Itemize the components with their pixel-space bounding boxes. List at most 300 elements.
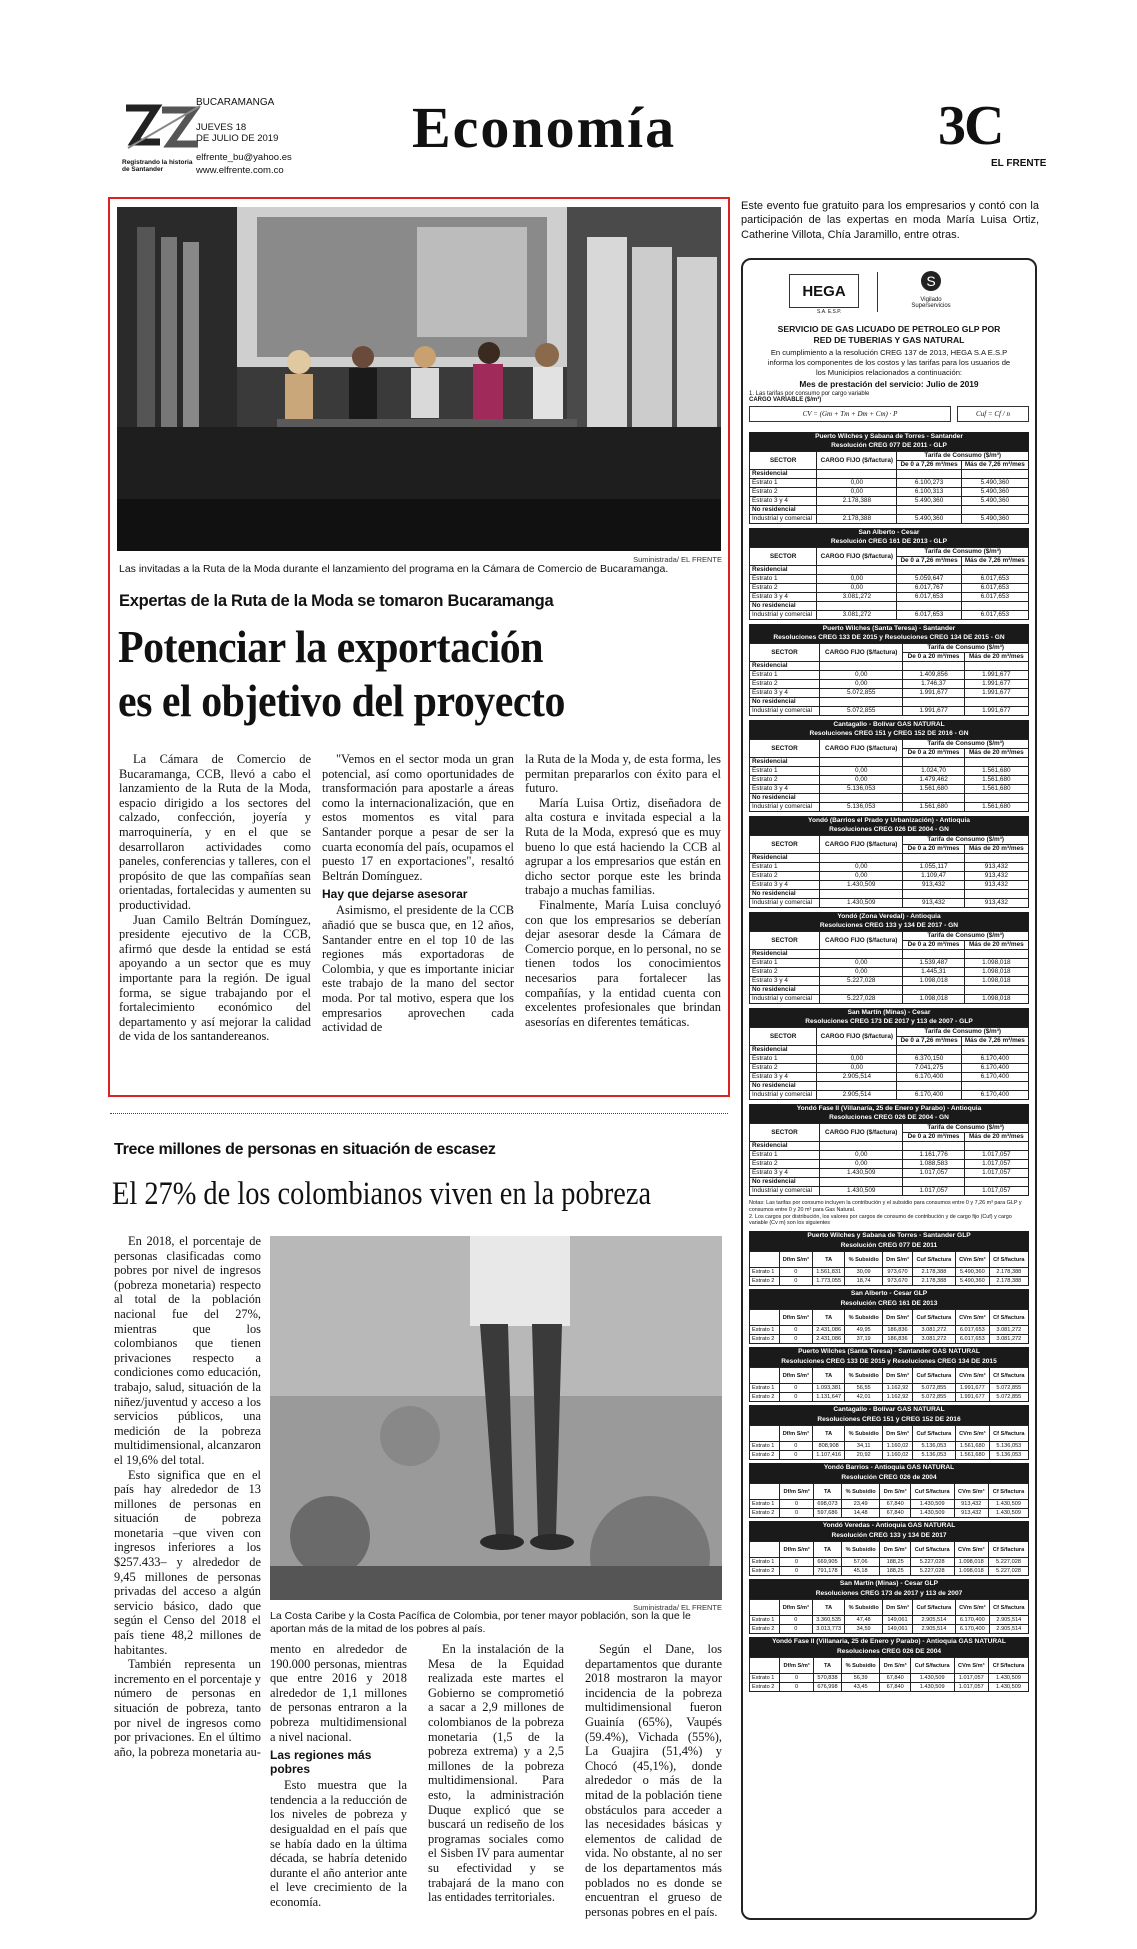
story2-paragraph: En 2018, el porcentaje de personas clasificadas como pobres por nivel de ingresos (pobreza monetaria) respecto al total de la población nacional fue del 27%, mientras que los colombianos que tienen privaciones respecto a condiciones como educación, trabajo, salud, situación de la niñez/juventud y acceso a los servicios públicos, una medición de la pobreza multidimensional, alcanzaron el 19,6% del total. [114,1234,261,1467]
tariff-sector-cell: Estrato 1 [750,479,817,488]
tariff-cell [817,602,897,611]
tariff-row [750,854,1029,863]
tariff-sector-cell: Estrato 1 [750,1151,820,1160]
tariff-header-range-2: Más de 7,26 m³/mes [961,1037,1028,1046]
tariff-cargo-cell: 0,00 [817,584,897,593]
cost-header-cuf: Cuf S/factura [910,1542,954,1558]
tariff-cargo-cell: 1.430,509 [820,881,903,890]
tariff-value-cell: 5.490,360 [961,488,1028,497]
hega-advertisement [741,258,1037,1920]
tariff-row [750,776,1029,785]
tariff-cargo-cell: 0,00 [817,479,897,488]
tariff-value-cell: 1.024,70 [903,767,964,776]
cost-header-ta: TA [813,1426,845,1442]
tariff-sector-cell: Estrato 1 [750,671,820,680]
tariff-row [750,890,1029,899]
tariff-block [749,1104,1029,1196]
hega-logo [789,274,859,308]
tariff-row [750,1151,1029,1160]
cost-row [750,1500,1029,1509]
ad-intro-line2: informa los componentes de los costos y las tarifas para los usuarios de [767,358,1011,367]
tariff-row [750,950,1029,959]
tariff-row [750,1142,1029,1151]
tariff-value-cell: 1.991,677 [964,689,1028,698]
tariff-row [750,506,1029,515]
cost-header-blank [750,1368,780,1384]
story1-paragraph: Finalmente, María Luisa concluyó con que los empresarios se deberían dejar asesorar desde la Cámara de Comercio porque, en lo personal, no se tienen todos los conocimientos necesarios para fortalecer las compañías, y la entidad cuenta con excelentes profesionales que brindan asesorías en diferentes temáticas. [525,897,721,1029]
cost-value-cell: 973,670 [883,1268,913,1277]
tariff-cargo-cell: 5.072,855 [820,707,903,716]
tariff-header-sector: SECTOR [750,932,820,950]
tariff-sector-cell: Residencial [750,470,817,479]
ad-intro-line1: En cumplimiento a la resolución CREG 137 de 2013, HEGA S.A E.S.P [770,348,1008,357]
story2-paragraph: También representa un incremento en el porcentaje y número de personas en situación de pobreza, tanto por nivel de ingresos como por privaciones. En el último año, la pobreza monetaria au- [114,1657,261,1759]
formula-box-1: CV = (Gm + Tm + Dm + Cm) · P [749,406,951,422]
tariff-sector-cell: Residencial [750,854,820,863]
cost-block-resolution: Resolución CREG 077 DE 2011 [749,1241,1029,1251]
ad-title-line2: RED DE TUBERIAS Y GAS NATURAL [813,335,965,345]
story1-paragraph: María Luisa Ortiz, diseñadora de alta costura e invitada especial a la Ruta de la Moda, expresó que es muy bueno lo que está haciendo la CCB al agrupar a los empresarios que están en dicho sector porque este les brinda trabajo a muchas familias. [525,795,721,898]
cost-value-cell: 188,25 [880,1567,910,1576]
tariff-cargo-cell: 2.905,514 [817,1091,897,1100]
tariff-cargo-cell: 0,00 [817,1055,897,1064]
tariff-sector-cell: Estrato 3 y 4 [750,881,820,890]
tariff-block [749,432,1029,524]
tariff-value-cell: 6.170,400 [961,1055,1028,1064]
cost-value-cell: 0 [780,1509,814,1518]
tariff-block-title: Puerto Wilches y Sabana de Torres - Santander [749,432,1029,442]
story2-paragraph: Esto muestra que la tendencia a la reducción de los niveles de pobreza y desigualdad en el país que se había dado en la última década, se habría detenido durante el año anterior ante el leve crecimiento de la economía. [270,1778,407,1909]
tariff-cell [964,986,1028,995]
tariff-cell [964,1142,1028,1151]
tariff-sector-cell: Estrato 2 [750,1064,817,1073]
ad-header [749,266,1029,318]
tariff-header-cargo: CARGO FIJO ($/factura) [817,1028,897,1046]
tariff-sector-cell: Estrato 3 y 4 [750,977,820,986]
story2-paragraph: Según el Dane, los departamentos que durante 2018 mostraron la mayor incidencia de la pobreza multidimensional fueron Guainía (65%), Vaupés (59.4%), Vichada (55%), La Guajira (51,4%) y Chocó (45,1%), donde alrededor o más de la mitad de la población tiene obstáculos para acceder a las necesidades básicas y elementos de calidad de vida. No obstante, al no ser de los departamentos más poblados no es donde se encuentran el grueso de personas pobres en el país. [585,1642,722,1919]
tariff-tables [749,432,1029,1196]
tariff-block [749,1008,1029,1100]
story-divider [110,1113,728,1114]
cost-value-cell: 23,49 [841,1500,880,1509]
cost-header-df: Df/m S/m³ [779,1368,813,1384]
ad-intro [749,348,1029,378]
tariff-row [750,1160,1029,1169]
tariff-table [749,643,1029,716]
story1-subheading: Hay que dejarse asesorar [322,887,468,902]
cost-block-title: Puerto Wilches y Sabana de Torres - Santander GLP [749,1231,1029,1241]
tariff-table [749,547,1029,620]
story2-kicker: Trece millones de personas en situación de escasez [114,1141,496,1158]
cost-value-cell: 1.160,02 [883,1451,913,1460]
tariff-value-cell: 6.170,400 [961,1064,1028,1073]
cost-value-cell: 913,432 [954,1509,988,1518]
tariff-cell [961,602,1028,611]
svg-text:S: S [926,273,936,289]
cost-header-dm: Dm S/m³ [883,1368,913,1384]
story1-paragraph: La Cámara de Comercio de Bucaramanga, CCB, llevó a cabo el lanzamiento de la Ruta de la Moda, espacio dirigido a los sectores del calzado, confección, joyería y marroquinería, y en el que se desarrollaron actividades como paneles, conferencias y talleres, con el propósito de que las compañías sean orientadas, fortalecidas y aumenten su productividad. [119,752,311,912]
cost-value-cell: 0 [779,1335,813,1344]
cost-header-cf: Cf S/factura [988,1542,1028,1558]
tariff-cell [903,698,964,707]
cost-value-cell: 5.136,053 [989,1451,1028,1460]
cost-value-cell: 18,74 [845,1277,883,1286]
cost-block [749,1579,1029,1634]
tariff-cell [903,1142,964,1151]
tariff-header-range-2: Más de 20 m³/mes [964,653,1028,662]
cost-header-df: Df/m S/m³ [780,1542,814,1558]
tariff-sector-cell: No residencial [750,1178,820,1187]
tariff-value-cell: 1.561,680 [964,803,1028,812]
cost-header-df: Df/m S/m³ [780,1658,814,1674]
cost-header-cv: CVm S/m³ [954,1484,988,1500]
cost-value-cell: 0 [779,1393,813,1402]
story2-paragraph: En la instalación de la Mesa de la Equidad realizada este martes el Gobierno se comprometió a sacar a 2,9 millones de colombianos de la pobreza monetaria (1,5 de la pobreza extrema) y a 2,5 millones de la pobreza multidimensional. Para esto, la administración Duque explicó que se buscará un rediseño de los programas sociales como el Sisben IV para aumentar su efectividad y se trabajará de la mano con las entidades territoriales. [428,1642,564,1905]
tariff-block-title: San Alberto - Cesar [749,528,1029,538]
cost-value-cell: 34,11 [845,1442,883,1451]
cost-header-sub: % Subsidio [845,1252,883,1268]
tariff-row [750,593,1029,602]
cost-header-sub: % Subsidio [845,1426,883,1442]
tariff-value-cell: 1.109,47 [903,872,964,881]
tariff-value-cell: 1.409,856 [903,671,964,680]
cost-header-sub: % Subsidio [841,1658,880,1674]
paper-name: EL FRENTE [991,158,1047,169]
tariff-row [750,470,1029,479]
tariff-block-resolution: Resoluciones CREG 173 DE 2017 y 113 de 2007 - GLP [749,1017,1029,1027]
tariff-row [750,575,1029,584]
tariff-sector-cell: Estrato 2 [750,1160,820,1169]
tariff-value-cell: 1.055,117 [903,863,964,872]
cost-header-df: Df/m S/m³ [779,1426,813,1442]
cost-value-cell: 1.107,416 [813,1451,845,1460]
cost-value-cell: 1.017,057 [954,1674,988,1683]
cost-value-cell: 2.905,514 [912,1616,955,1625]
tariff-value-cell: 1.098,018 [964,959,1028,968]
tariff-cargo-cell: 0,00 [820,968,903,977]
cost-header-dm: Dm S/m³ [880,1484,910,1500]
tariff-cell [817,506,897,515]
tariff-value-cell: 1.561,680 [903,803,964,812]
cost-value-cell: 1.430,509 [910,1674,954,1683]
cost-value-cell: 5.227,028 [988,1558,1028,1567]
cost-value-cell: 791,178 [814,1567,842,1576]
tariff-header-consumo: Tarifa de Consumo ($/m³) [903,836,1029,845]
tariff-header-consumo: Tarifa de Consumo ($/m³) [903,644,1029,653]
ad-title [749,324,1029,346]
cost-header-dm: Dm S/m³ [880,1658,910,1674]
cost-row [750,1674,1029,1683]
tariff-cell [903,1178,964,1187]
cost-value-cell: 1.561,680 [955,1442,989,1451]
tariff-value-cell: 1.539,487 [903,959,964,968]
tariff-cell [820,1178,903,1187]
cost-value-cell: 3.081,272 [989,1326,1028,1335]
tariff-cell [903,794,964,803]
tariff-cell [820,890,903,899]
cost-table [749,1367,1029,1402]
tariff-cargo-cell: 5.227,028 [820,977,903,986]
cost-stratum-cell: Estrato 1 [750,1268,780,1277]
cost-value-cell: 1.430,509 [988,1509,1028,1518]
story2-photo-caption: La Costa Caribe y la Costa Pacífica de Colombia, por tener mayor población, son la que le aportan más de la mitad de los pobres al país. [270,1610,691,1635]
tariff-sector-cell: Residencial [750,950,820,959]
tariff-value-cell: 1.017,057 [964,1187,1028,1196]
superservicios-icon [920,270,942,292]
tariff-cell [964,890,1028,899]
tariff-row [750,1187,1029,1196]
cost-header-sub: % Subsidio [845,1310,883,1326]
story1-photo-credit: Suministrada/ EL FRENTE [633,555,722,564]
masthead-email[interactable]: elfrente_bu@yahoo.es [196,152,292,163]
cost-value-cell: 34,59 [845,1625,883,1634]
cost-block [749,1463,1029,1518]
tariff-value-cell: 1.017,057 [964,1169,1028,1178]
tariff-cargo-cell: 0,00 [820,671,903,680]
cost-block-title: San Alberto - Cesar GLP [749,1289,1029,1299]
tariff-cell [820,662,903,671]
story2-photo [270,1236,722,1600]
tariff-header-sector: SECTOR [750,836,820,854]
tariff-block-resolution: Resoluciones CREG 026 DE 2004 - GN [749,1113,1029,1123]
masthead-city: BUCARAMANGA [196,97,275,108]
cost-stratum-cell: Estrato 2 [750,1451,780,1460]
cost-header-blank [750,1252,780,1268]
tariff-cell [897,602,961,611]
cost-value-cell: 1.561,680 [955,1451,989,1460]
tariff-sector-cell: Estrato 2 [750,776,820,785]
cost-value-cell: 0 [780,1558,814,1567]
masthead [0,0,1137,190]
tariff-header-sector: SECTOR [750,452,817,470]
logo-emblem-icon [122,98,204,154]
cost-value-cell: 2.905,514 [989,1616,1028,1625]
cost-stratum-cell: Estrato 2 [750,1277,780,1286]
cost-block-title: San Martín (Minas) - Cesar GLP [749,1579,1029,1589]
newspaper-logo [122,98,204,176]
cost-value-cell: 0 [780,1683,814,1692]
ad-footnote-2: 2. Los cargos por distribución, los valores por cargos de consumo de contribución y de cargo fijo (Cuf) y cargo variable (Cv m) son los siguientes [749,1213,1012,1227]
tariff-header-range-2: Más de 20 m³/mes [964,1133,1028,1142]
cost-value-cell: 5.072,855 [989,1384,1028,1393]
cost-header-cuf: Cuf S/factura [912,1310,955,1326]
tariff-block-title: Puerto Wilches (Santa Teresa) - Santander [749,624,1029,634]
story2-paragraph: Esto significa que en el país hay alrededor de 13 millones de personas en situación de pobreza monetaria –que viven con ingresos inferiores a los $257.433– y alrededor de 9,45 millones de personas privadas del acceso a algún servicio básico, dado que según el Censo del 2018 el país tiene 48,2 millones de habitantes. [114,1467,261,1657]
tariff-header-range-1: De 0 a 20 m³/mes [903,845,964,854]
hega-logo-sub: S.A. E.S.P. [817,309,842,315]
tariff-row [750,977,1029,986]
tariff-value-cell: 1.561,680 [964,776,1028,785]
tariff-value-cell: 1.991,677 [903,707,964,716]
tariff-header-range-1: De 0 a 7,26 m³/mes [897,557,961,566]
cost-value-cell: 67,840 [880,1674,910,1683]
tariff-sector-cell: Estrato 3 y 4 [750,785,820,794]
tariff-row [750,479,1029,488]
tariff-sector-cell: Estrato 2 [750,968,820,977]
story1-paragraph: Juan Camilo Beltrán Domínguez, presidente ejecutivo de la CCB, afirmó que desde la entidad se está apoyando a un sector que es muy importante para la región. De igual forma, se sigue trabajando por el fortalecimiento económico del departamento y así mejorar la calidad de vida de los santandereanos. [119,912,311,1044]
tariff-cargo-cell: 0,00 [820,680,903,689]
cost-value-cell: 2.905,514 [989,1625,1028,1634]
cost-header-dm: Dm S/m³ [883,1310,913,1326]
tariff-cargo-cell: 5.136,053 [820,785,903,794]
cost-block-title: Yondó Fase II (Villanaria, 25 de Enero y Parabo) - Antioquia GAS NATURAL [749,1637,1029,1647]
tariff-sector-cell: Estrato 1 [750,863,820,872]
cost-header-dm: Dm S/m³ [880,1542,910,1558]
tariff-header-range-1: De 0 a 20 m³/mes [903,653,964,662]
cost-row [750,1326,1029,1335]
masthead-date-1: JUEVES 18 [196,122,247,133]
cost-block [749,1637,1029,1692]
tariff-sector-cell: Estrato 1 [750,959,820,968]
tariff-block [749,816,1029,908]
tariff-cell [961,1046,1028,1055]
logo-tagline-1: Registrando la historia [122,159,193,166]
tariff-value-cell: 6.170,400 [961,1073,1028,1082]
story2-headline: El 27% de los colombianos viven en la pobreza [112,1176,652,1212]
cost-header-blank [750,1600,780,1616]
tariff-sector-cell: No residencial [750,506,817,515]
cost-value-cell: 808,908 [813,1442,845,1451]
cost-value-cell: 913,432 [954,1500,988,1509]
cost-value-cell: 1.430,509 [910,1500,954,1509]
tariff-row [750,872,1029,881]
cost-value-cell: 1.430,509 [910,1509,954,1518]
tariff-sector-cell: No residencial [750,602,817,611]
cost-header-cuf: Cuf S/factura [912,1426,955,1442]
tariff-cargo-cell: 5.072,855 [820,689,903,698]
tariff-header-row [750,836,1029,845]
tariff-value-cell: 913,432 [964,872,1028,881]
cost-stratum-cell: Estrato 1 [750,1384,780,1393]
tariff-row [750,1091,1029,1100]
tariff-header-range-2: Más de 20 m³/mes [964,749,1028,758]
tariff-cell [820,950,903,959]
cost-value-cell: 0 [780,1674,814,1683]
cost-value-cell: 42,01 [845,1393,883,1402]
cost-block [749,1231,1029,1286]
tariff-value-cell: 1.561,680 [903,785,964,794]
tariff-cell [964,758,1028,767]
tariff-cargo-cell: 1.430,509 [820,1187,903,1196]
cost-row [750,1567,1029,1576]
tariff-row [750,662,1029,671]
tariff-block-resolution: Resoluciones CREG 026 DE 2004 - GN [749,825,1029,835]
tariff-header-consumo: Tarifa de Consumo ($/m³) [903,740,1029,749]
ad-note1: 1. Las tarifas por consumo por cargo variable [749,391,870,397]
cost-stratum-cell: Estrato 2 [750,1335,780,1344]
vigilado-label: Vigilado [920,297,942,303]
tariff-sector-cell: No residencial [750,986,820,995]
tariff-sector-cell: Estrato 1 [750,575,817,584]
cost-value-cell: 186,836 [883,1335,913,1344]
tariff-value-cell: 5.490,360 [961,515,1028,524]
cost-value-cell: 67,840 [880,1509,910,1518]
cost-block-resolution: Resolución CREG 026 de 2004 [749,1473,1029,1483]
cost-value-cell: 676,998 [814,1683,842,1692]
cost-value-cell: 0 [779,1277,813,1286]
tariff-header-consumo: Tarifa de Consumo ($/m³) [897,452,1029,461]
cost-value-cell: 43,45 [841,1683,880,1692]
tariff-cargo-cell: 3.081,272 [817,593,897,602]
cost-value-cell: 1.561,831 [813,1268,845,1277]
cost-table [749,1657,1029,1692]
tariff-row [750,566,1029,575]
cost-header-cuf: Cuf S/factura [912,1368,955,1384]
tariff-cell [817,470,897,479]
tariff-value-cell: 1.098,018 [964,977,1028,986]
cost-value-cell: 5.227,028 [988,1567,1028,1576]
tariff-value-cell: 1.479,462 [903,776,964,785]
tariff-header-consumo: Tarifa de Consumo ($/m³) [897,548,1029,557]
tariff-value-cell: 6.170,400 [961,1091,1028,1100]
tariff-sector-cell: Industrial y comercial [750,611,817,620]
cost-header-row [750,1658,1029,1674]
cost-value-cell: 1.098,018 [954,1567,988,1576]
tariff-header-sector: SECTOR [750,1028,817,1046]
tariff-cargo-cell: 0,00 [820,776,903,785]
tariff-header-cargo: CARGO FIJO ($/factura) [820,644,903,662]
tariff-header-sector: SECTOR [750,644,820,662]
tariff-value-cell: 6.170,400 [897,1073,961,1082]
tariff-value-cell: 6.100,313 [897,488,961,497]
cost-row [750,1616,1029,1625]
cost-value-cell: 56,39 [841,1674,880,1683]
tariff-cell [903,758,964,767]
tariff-cargo-cell: 1.430,509 [820,899,903,908]
story2-paragraph: mento en alrededor de 190.000 personas, mientras que entre 2016 y 2018 alrededor de 1,1 millones de personas entraron a la pobreza multidimensional a nivel nacional. [270,1642,407,1744]
cost-value-cell: 1.430,509 [988,1683,1028,1692]
cost-header-sub: % Subsidio [845,1600,883,1616]
cost-value-cell: 0 [779,1384,813,1393]
cost-row [750,1451,1029,1460]
tariff-cell [903,854,964,863]
cost-header-blank [750,1426,780,1442]
cost-value-cell: 3.081,272 [912,1335,955,1344]
tariff-value-cell: 6.017,653 [961,593,1028,602]
tariff-cargo-cell: 0,00 [820,872,903,881]
featured-story-box [108,197,730,1097]
tariff-row [750,899,1029,908]
tariff-block-title: San Martín (Minas) - Cesar [749,1008,1029,1018]
tariff-row [750,767,1029,776]
tariff-value-cell: 6.017,653 [897,593,961,602]
tariff-sector-cell: Residencial [750,1142,820,1151]
tariff-value-cell: 6.017,653 [961,611,1028,620]
tariff-value-cell: 6.017,767 [897,584,961,593]
cost-value-cell: 3.360,535 [813,1616,845,1625]
cost-value-cell: 0 [779,1326,813,1335]
cost-row [750,1277,1029,1286]
masthead-web[interactable]: www.elfrente.com.co [196,165,284,176]
tariff-value-cell: 6.370,150 [897,1055,961,1064]
tariff-row [750,959,1029,968]
tariff-sector-cell: No residencial [750,890,820,899]
tariff-block-title: Cantagallo - Bolívar GAS NATURAL [749,720,1029,730]
cost-value-cell: 698,073 [814,1500,842,1509]
cost-block-resolution: Resolución CREG 133 y 134 DE 2017 [749,1531,1029,1541]
tariff-table [749,451,1029,524]
tariff-table [749,739,1029,812]
cost-value-cell: 1.430,509 [988,1500,1028,1509]
cost-block-resolution: Resoluciones CREG 151 y CREG 152 DE 2016 [749,1415,1029,1425]
tariff-cargo-cell: 2.178,388 [817,497,897,506]
cost-value-cell: 67,840 [880,1683,910,1692]
cost-value-cell: 186,836 [883,1326,913,1335]
tariff-header-range-2: Más de 20 m³/mes [964,845,1028,854]
tariff-row [750,1073,1029,1082]
tariff-sector-cell: No residencial [750,698,820,707]
tariff-cell [964,854,1028,863]
